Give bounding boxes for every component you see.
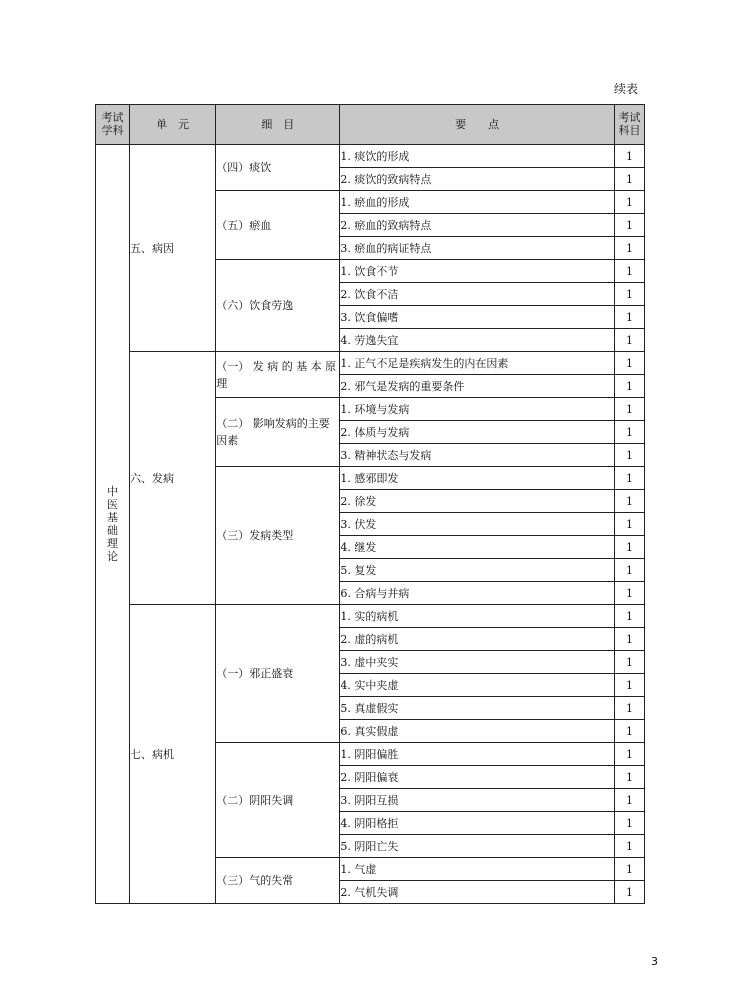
key-point-cell: 2. 气机失调 [340, 881, 615, 904]
exam-subject-count-cell: 1 [614, 306, 644, 329]
exam-subject-count-cell: 1 [614, 651, 644, 674]
key-point-cell: 4. 阴阳格拒 [340, 812, 615, 835]
key-point-cell: 5. 真虚假实 [340, 697, 615, 720]
detail-cell: （二）阴阳失调 [216, 743, 340, 858]
key-point-cell: 3. 瘀血的病证特点 [340, 237, 615, 260]
table-body [96, 145, 645, 904]
key-point-cell: 6. 合病与并病 [340, 582, 615, 605]
detail-cell: （一）邪正盛衰 [216, 605, 340, 743]
key-point-cell: 1. 痰饮的形成 [340, 145, 615, 168]
exam-subject-count-cell: 1 [614, 812, 644, 835]
page-number: 3 [651, 955, 658, 968]
key-point-cell: 4. 劳逸失宜 [340, 329, 615, 352]
header-point: 要 点 [340, 105, 615, 145]
unit-cell: 六、发病 [130, 352, 216, 605]
key-point-cell: 1. 饮食不节 [340, 260, 615, 283]
exam-subject-count-cell: 1 [614, 145, 644, 168]
key-point-cell: 3. 伏发 [340, 513, 615, 536]
exam-subject-count-cell: 1 [614, 467, 644, 490]
exam-subject-count-cell: 1 [614, 490, 644, 513]
exam-subject-count-cell: 1 [614, 352, 644, 375]
exam-subject-count-cell: 1 [614, 398, 644, 421]
subject-label: 中医基础理论 [107, 485, 119, 563]
syllabus-table [95, 104, 645, 904]
exam-subject-count-cell: 1 [614, 766, 644, 789]
exam-subject-count-cell: 1 [614, 375, 644, 398]
key-point-cell: 3. 虚中夹实 [340, 651, 615, 674]
key-point-cell: 1. 气虚 [340, 858, 615, 881]
exam-subject-count-cell: 1 [614, 329, 644, 352]
key-point-cell: 4. 实中夹虚 [340, 674, 615, 697]
exam-subject-count-cell: 1 [614, 835, 644, 858]
key-point-cell: 2. 饮食不洁 [340, 283, 615, 306]
key-point-cell: 2. 阴阳偏衰 [340, 766, 615, 789]
detail-cell: （三）发病类型 [216, 467, 340, 605]
key-point-cell: 5. 阴阳亡失 [340, 835, 615, 858]
exam-subject-count-cell: 1 [614, 237, 644, 260]
exam-subject-count-cell: 1 [614, 628, 644, 651]
exam-subject-count-cell: 1 [614, 559, 644, 582]
exam-subject-count-cell: 1 [614, 513, 644, 536]
key-point-cell: 3. 饮食偏嗜 [340, 306, 615, 329]
key-point-cell: 2. 体质与发病 [340, 421, 615, 444]
detail-cell: （三）气的失常 [216, 858, 340, 904]
detail-cell: （六）饮食劳逸 [216, 260, 340, 352]
table-row [96, 352, 645, 375]
table-row [96, 145, 645, 168]
exam-subject-count-cell: 1 [614, 421, 644, 444]
header-unit: 单 元 [130, 105, 216, 145]
exam-subject-count-cell: 1 [614, 214, 644, 237]
key-point-cell: 2. 虚的病机 [340, 628, 615, 651]
key-point-cell: 2. 瘀血的致病特点 [340, 214, 615, 237]
key-point-cell: 1. 实的病机 [340, 605, 615, 628]
exam-subject-count-cell: 1 [614, 605, 644, 628]
key-point-cell: 4. 继发 [340, 536, 615, 559]
exam-subject-count-cell: 1 [614, 743, 644, 766]
exam-subject-count-cell: 1 [614, 881, 644, 904]
key-point-cell: 3. 精神状态与发病 [340, 444, 615, 467]
key-point-cell: 1. 正气不足是疾病发生的内在因素 [340, 352, 615, 375]
exam-subject-count-cell: 1 [614, 260, 644, 283]
exam-subject-count-cell: 1 [614, 720, 644, 743]
key-point-cell: 2. 痰饮的致病特点 [340, 168, 615, 191]
key-point-cell: 1. 瘀血的形成 [340, 191, 615, 214]
header-count: 考试科目 [614, 105, 644, 145]
exam-subject-count-cell: 1 [614, 697, 644, 720]
detail-cell: （一） 发 病 的 基 本 原理 [216, 352, 340, 398]
continued-label: 续表 [613, 82, 638, 96]
unit-cell: 五、病因 [130, 145, 216, 352]
key-point-cell: 1. 阴阳偏胜 [340, 743, 615, 766]
unit-cell: 七、病机 [130, 605, 216, 904]
header-detail: 细 目 [216, 105, 340, 145]
exam-subject-count-cell: 1 [614, 444, 644, 467]
key-point-cell: 6. 真实假虚 [340, 720, 615, 743]
exam-subject-count-cell: 1 [614, 582, 644, 605]
key-point-cell: 2. 邪气是发病的重要条件 [340, 375, 615, 398]
key-point-cell: 1. 环境与发病 [340, 398, 615, 421]
key-point-cell: 5. 复发 [340, 559, 615, 582]
exam-subject-count-cell: 1 [614, 191, 644, 214]
exam-subject-count-cell: 1 [614, 536, 644, 559]
header-subject: 考试学科 [96, 105, 130, 145]
detail-cell: （五）瘀血 [216, 191, 340, 260]
detail-cell: （四）痰饮 [216, 145, 340, 191]
table-header-row [96, 105, 645, 145]
key-point-cell: 3. 阴阳互损 [340, 789, 615, 812]
exam-subject-count-cell: 1 [614, 858, 644, 881]
table-row [96, 605, 645, 628]
exam-subject-count-cell: 1 [614, 168, 644, 191]
exam-subject-count-cell: 1 [614, 674, 644, 697]
subject-cell [96, 145, 130, 904]
key-point-cell: 1. 感邪即发 [340, 467, 615, 490]
key-point-cell: 2. 徐发 [340, 490, 615, 513]
detail-cell: （二） 影响发病的主要因素 [216, 398, 340, 467]
exam-subject-count-cell: 1 [614, 789, 644, 812]
exam-subject-count-cell: 1 [614, 283, 644, 306]
